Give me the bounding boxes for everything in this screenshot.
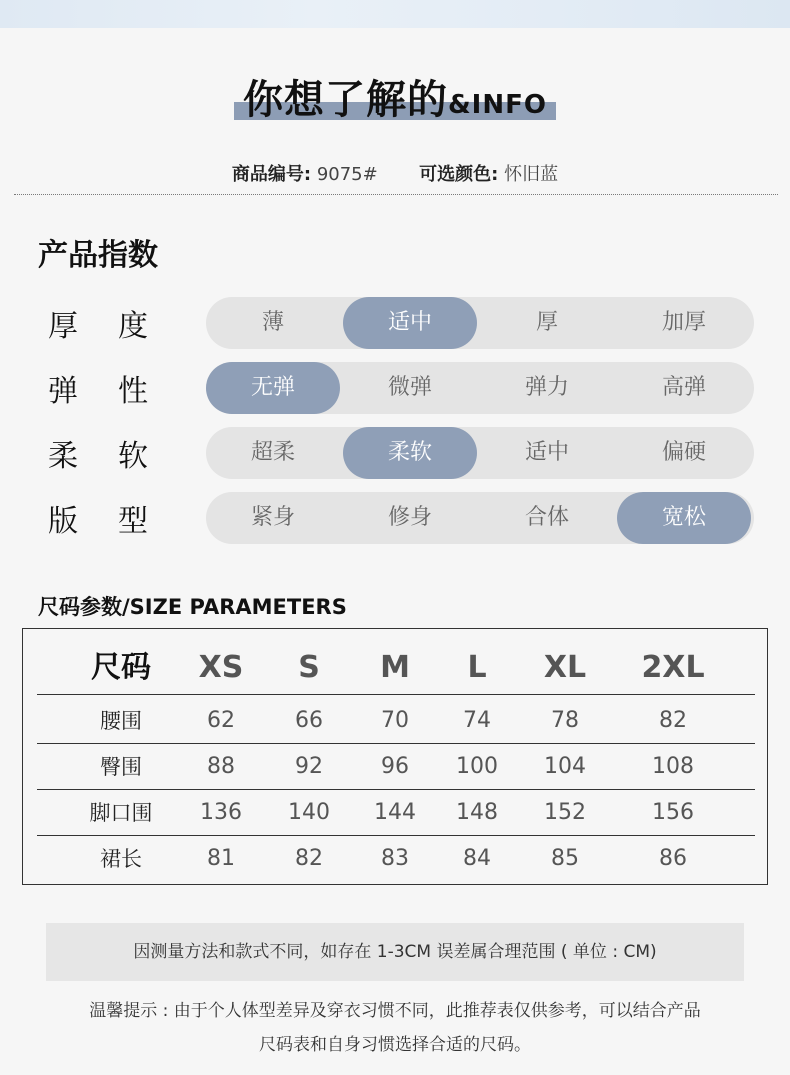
- index-track: [206, 362, 754, 414]
- index-row-softness: [0, 427, 790, 479]
- size-section-title: 尺码参数/SIZE PARAMETERS: [38, 595, 347, 619]
- table-cell: 140: [288, 800, 330, 825]
- table-divider: [37, 789, 755, 790]
- table-cell: 85: [551, 846, 579, 871]
- table-row: [23, 745, 767, 789]
- table-cell: 104: [544, 754, 586, 779]
- index-section-title: 产品指数: [38, 238, 158, 273]
- index-label-char: 度: [118, 309, 148, 344]
- index-label-char: 版: [48, 504, 78, 539]
- color-label: 可选颜色:: [419, 164, 499, 185]
- index-row-thickness: [0, 297, 790, 349]
- page-title: [0, 68, 790, 125]
- index-label-char: 弹: [48, 374, 78, 409]
- table-row: [23, 837, 767, 881]
- table-row: [23, 699, 767, 743]
- table-row: [23, 791, 767, 835]
- top-decor-strip: [0, 0, 790, 28]
- size-header-cell: M: [380, 650, 410, 685]
- index-option: 弹力: [524, 375, 569, 400]
- table-cell: 83: [381, 846, 409, 871]
- index-option: 偏硬: [661, 440, 706, 465]
- table-cell: 78: [551, 708, 579, 733]
- dotted-divider: [14, 194, 778, 195]
- index-option: 超柔: [250, 440, 295, 465]
- size-header-cell: XL: [543, 650, 587, 685]
- color-value: 怀旧蓝: [504, 164, 559, 185]
- index-label-char: 型: [118, 504, 148, 539]
- table-cell: 84: [463, 846, 491, 871]
- index-option: 微弹: [387, 375, 432, 400]
- table-cell: 82: [295, 846, 323, 871]
- table-cell: 136: [200, 800, 242, 825]
- page-header: [0, 62, 790, 122]
- tip-line-1: 温馨提示 : 由于个人体型差异及穿衣习惯不同，此推荐表仅供参考，可以结合产品: [89, 1001, 701, 1021]
- index-track: [206, 427, 754, 479]
- table-cell: 100: [456, 754, 498, 779]
- measure-note: 因测量方法和款式不同，如存在 1-3CM 误差属合理范围 ( 单位 : CM): [46, 923, 744, 981]
- size-table: [22, 628, 768, 885]
- table-divider: [37, 743, 755, 744]
- index-label: [48, 431, 148, 475]
- index-label-char: 厚: [48, 309, 78, 344]
- row-label: 脚口围: [89, 801, 153, 825]
- table-cell: 148: [456, 800, 498, 825]
- index-option-selected: 宽松: [617, 492, 751, 544]
- row-label: 腰围: [100, 709, 142, 733]
- index-label-char: 软: [118, 439, 148, 474]
- index-option: 合体: [524, 505, 569, 530]
- index-option: 适中: [524, 440, 569, 465]
- size-header-cell: L: [467, 650, 487, 685]
- row-label: 裙长: [100, 847, 142, 871]
- table-cell: 86: [659, 846, 687, 871]
- item-no-value: 9075#: [316, 164, 378, 185]
- table-cell: 144: [374, 800, 416, 825]
- size-header-cell: S: [298, 650, 320, 685]
- row-label: 臀围: [100, 755, 142, 779]
- table-cell: 62: [207, 708, 235, 733]
- table-cell: 81: [207, 846, 235, 871]
- index-label: [48, 496, 148, 540]
- index-option: 薄: [261, 310, 284, 335]
- index-label-char: 性: [118, 374, 148, 409]
- size-table-header: [23, 643, 767, 693]
- index-label: [48, 366, 148, 410]
- index-track: [206, 297, 754, 349]
- index-option: 紧身: [250, 505, 295, 530]
- index-option-selected: 无弹: [206, 362, 340, 414]
- page-title-cn: 你想了解的: [243, 77, 448, 123]
- index-option-selected: 适中: [343, 297, 477, 349]
- item-no-label: 商品编号:: [231, 164, 312, 185]
- table-cell: 66: [295, 708, 323, 733]
- index-track: [206, 492, 754, 544]
- size-header-cell: 2XL: [641, 650, 705, 685]
- table-divider: [37, 835, 755, 836]
- page-title-en: &INFO: [448, 90, 547, 120]
- table-cell: 70: [381, 708, 409, 733]
- index-label-char: 柔: [48, 439, 78, 474]
- index-option: 高弹: [661, 375, 706, 400]
- index-option: 厚: [535, 310, 558, 335]
- index-option: 修身: [387, 505, 432, 530]
- index-option: 加厚: [661, 310, 706, 335]
- size-header-cell: 尺码: [91, 650, 151, 685]
- table-cell: 96: [381, 754, 409, 779]
- table-cell: 156: [652, 800, 694, 825]
- index-label: [48, 301, 148, 345]
- table-cell: 74: [463, 708, 491, 733]
- index-row-fit: [0, 492, 790, 544]
- index-row-elasticity: [0, 362, 790, 414]
- table-cell: 108: [652, 754, 694, 779]
- product-meta: [0, 160, 790, 186]
- table-divider: [37, 694, 755, 695]
- tip-line-2: 尺码表和自身习惯选择合适的尺码。: [259, 1035, 531, 1055]
- table-cell: 92: [295, 754, 323, 779]
- index-option-selected: 柔软: [343, 427, 477, 479]
- size-header-cell: XS: [198, 650, 244, 685]
- table-cell: 82: [659, 708, 687, 733]
- table-cell: 88: [207, 754, 235, 779]
- table-cell: 152: [544, 800, 586, 825]
